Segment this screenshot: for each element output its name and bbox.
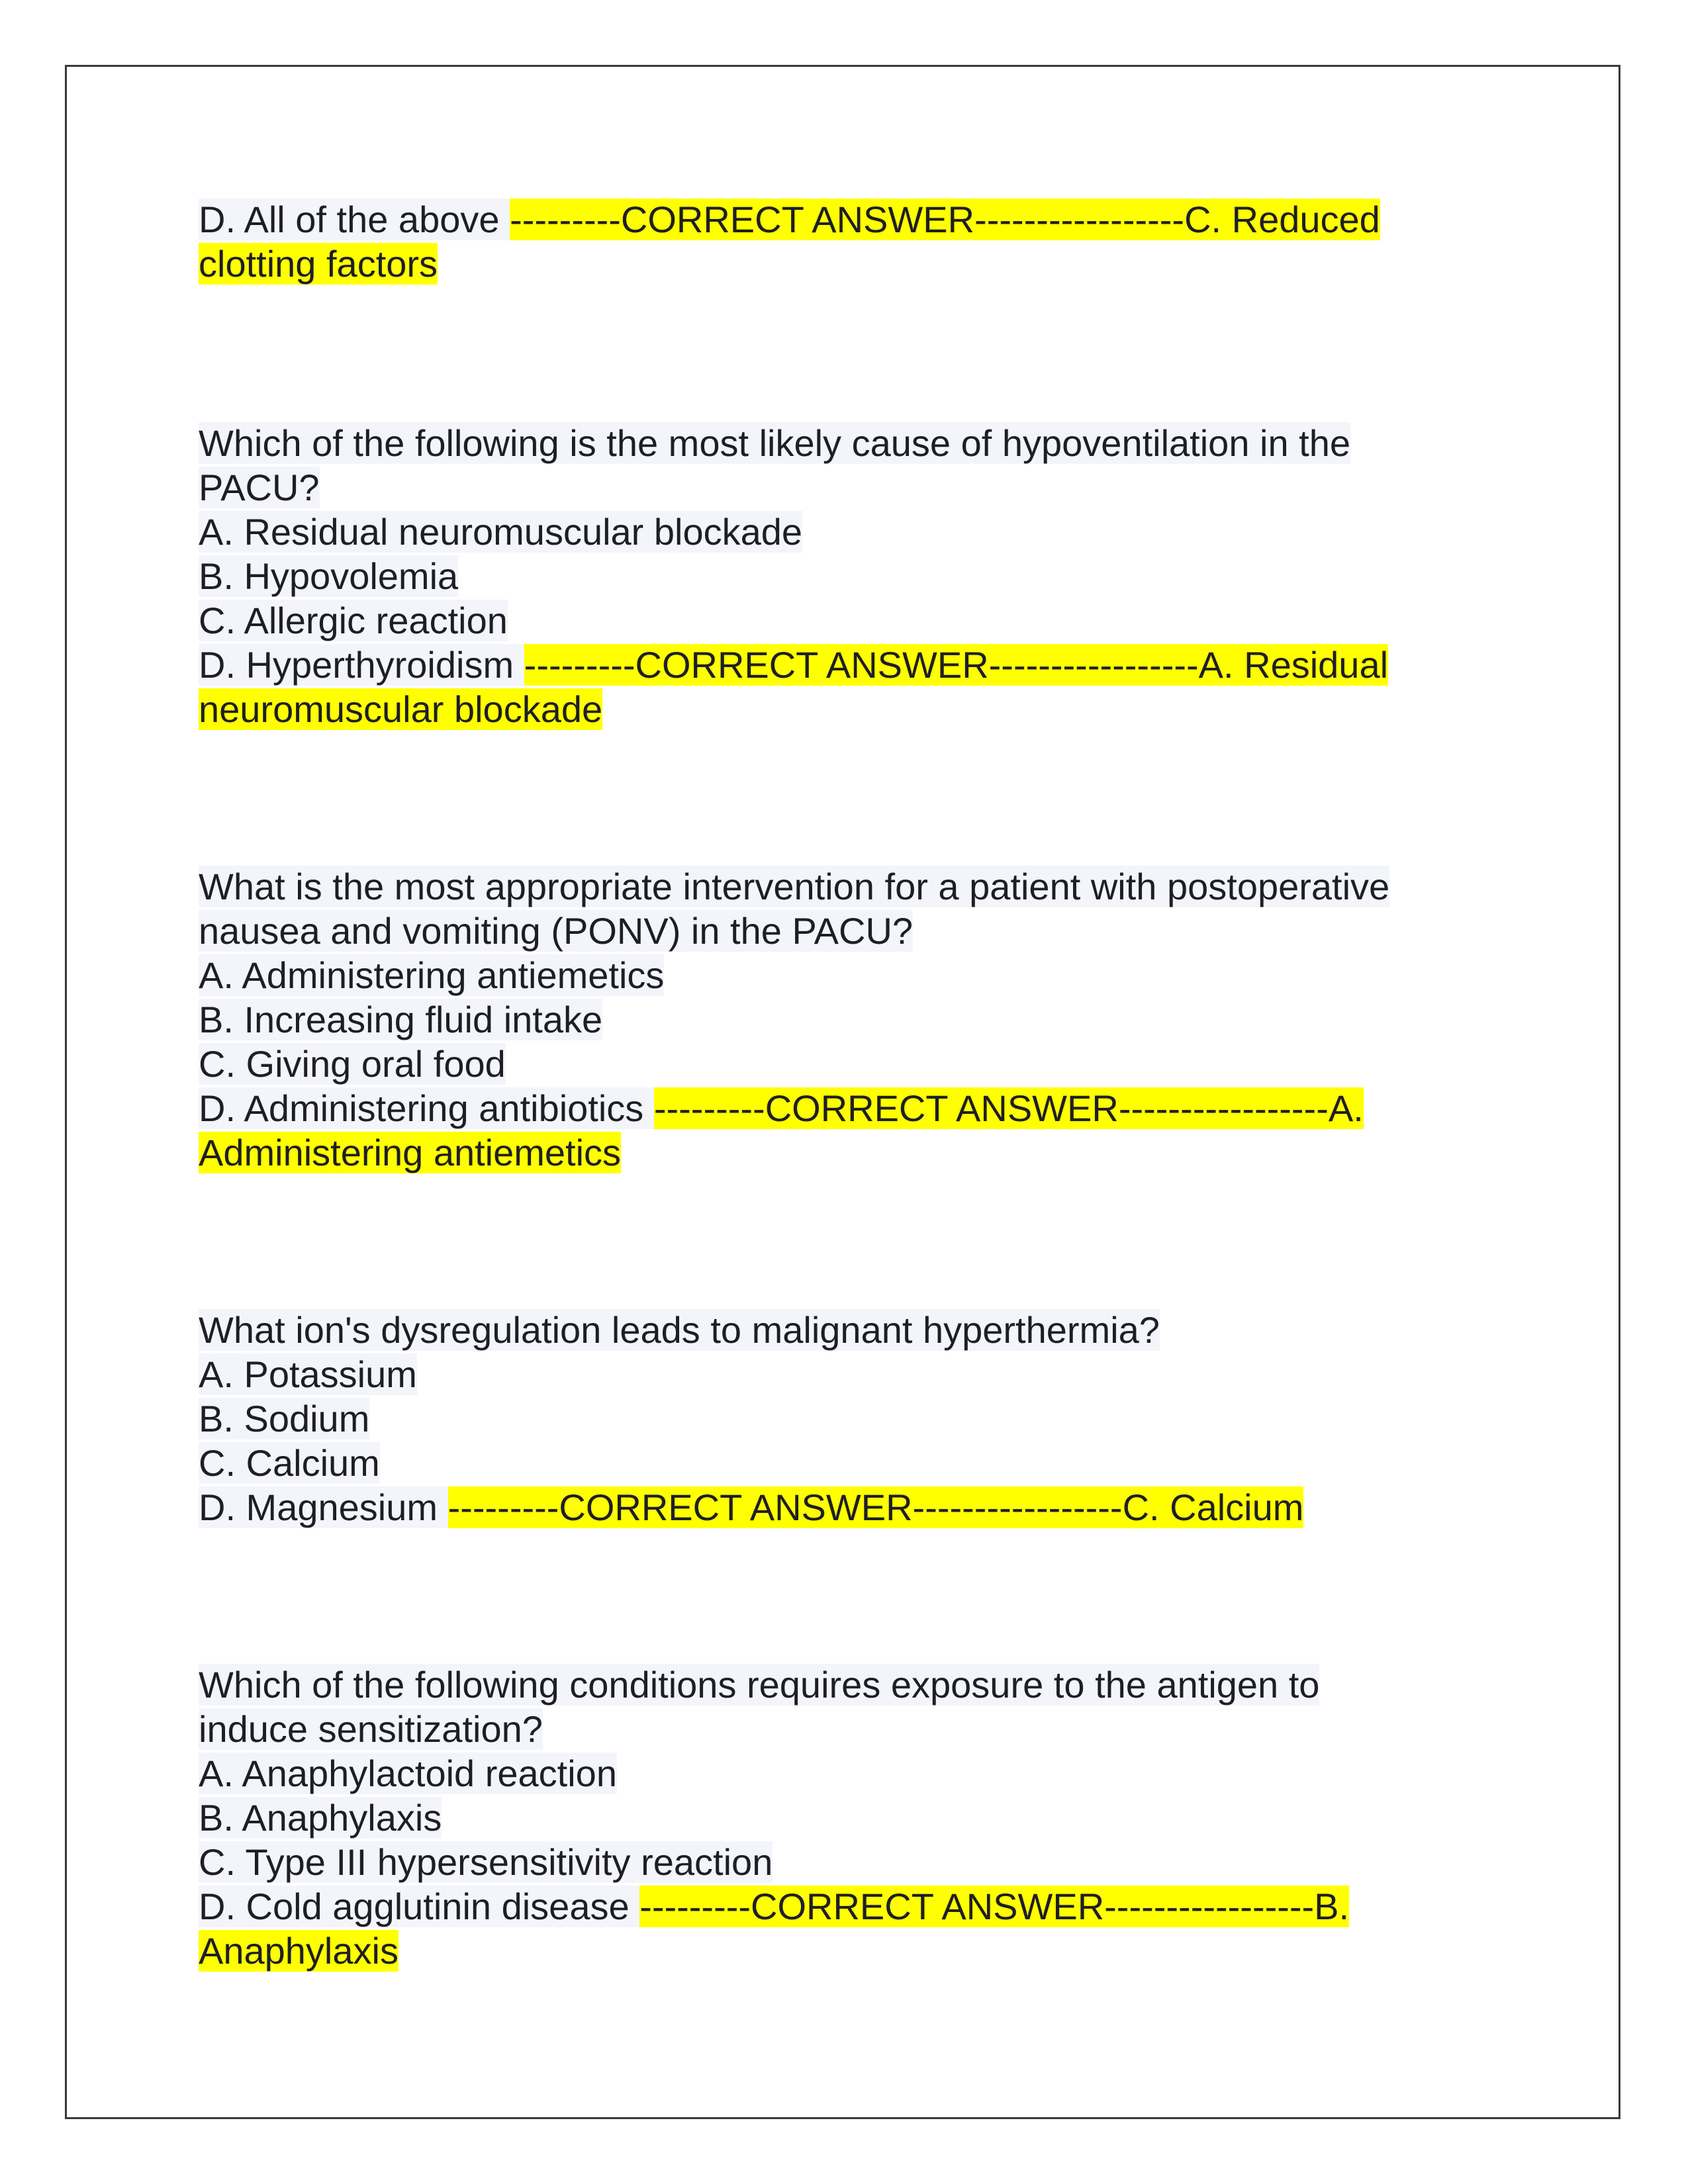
option-line (199, 1396, 1303, 1441)
option-text: D. Hyperthyroidism (199, 644, 524, 686)
question-text: nausea and vomiting (PONV) in the PACU? (199, 910, 914, 952)
option-line (199, 1796, 1349, 1840)
question-line (199, 1707, 1349, 1751)
option-line (199, 1751, 1349, 1796)
question-block-5 (199, 1662, 1349, 1973)
question-block-4 (199, 1308, 1303, 1529)
question-text: PACU? (199, 467, 320, 508)
correct-answer-highlight: Anaphylaxis (199, 1930, 399, 1972)
option-text: B. Hypovolemia (199, 555, 459, 597)
question-text: Which of the following is the most likely cause of hypoventilation in the (199, 422, 1351, 464)
question-block-1 (199, 197, 1380, 286)
correct-answer-highlight: clotting factors (199, 243, 438, 285)
question-line (199, 909, 1389, 953)
answer-line (199, 1884, 1349, 1929)
option-line (199, 510, 1388, 554)
question-line (199, 465, 1388, 510)
answer-line (199, 1485, 1303, 1529)
question-line (199, 864, 1389, 909)
option-line (199, 953, 1389, 997)
option-text: B. Anaphylaxis (199, 1797, 442, 1839)
question-line (199, 1662, 1349, 1707)
question-line (199, 1308, 1303, 1352)
question-block-2 (199, 421, 1388, 731)
option-line (199, 598, 1388, 643)
answer-line (199, 1086, 1389, 1130)
option-line (199, 1441, 1303, 1485)
question-line (199, 421, 1388, 465)
correct-answer-highlight: ---------CORRECT ANSWER-----------------A. Residual (524, 644, 1389, 686)
option-text: A. Potassium (199, 1353, 417, 1395)
option-text: C. Type III hypersensitivity reaction (199, 1841, 773, 1883)
question-text: What is the most appropriate intervention for a patient with postoperative (199, 866, 1390, 907)
option-line (199, 997, 1389, 1042)
correct-answer-highlight: ---------CORRECT ANSWER-----------------C. Calcium (447, 1486, 1304, 1528)
option-text: D. All of the above (199, 199, 510, 240)
option-line (199, 1352, 1303, 1396)
correct-answer-highlight: ---------CORRECT ANSWER-----------------B. (639, 1886, 1350, 1927)
answer-line (199, 242, 1380, 286)
option-text: B. Increasing fluid intake (199, 999, 603, 1040)
option-line (199, 1840, 1349, 1884)
option-text: A. Residual neuromuscular blockade (199, 511, 803, 553)
option-line (199, 554, 1388, 598)
option-text: D. Administering antibiotics (199, 1087, 654, 1129)
option-text: D. Magnesium (199, 1486, 448, 1528)
option-text: A. Administering antiemetics (199, 954, 665, 996)
question-text: Which of the following conditions requires exposure to the antigen to (199, 1664, 1320, 1706)
correct-answer-highlight: neuromuscular blockade (199, 688, 603, 730)
answer-line (199, 1130, 1389, 1175)
question-text: induce sensitization? (199, 1708, 543, 1750)
answer-line (199, 1929, 1349, 1973)
option-text: C. Calcium (199, 1442, 380, 1484)
option-text: D. Cold agglutinin disease (199, 1886, 640, 1927)
answer-line (199, 197, 1380, 242)
option-text: C. Giving oral food (199, 1043, 506, 1085)
correct-answer-highlight: ---------CORRECT ANSWER-----------------C. Reduced (510, 199, 1380, 240)
question-text: What ion's dysregulation leads to malignant hyperthermia? (199, 1309, 1160, 1351)
option-text: A. Anaphylactoid reaction (199, 1752, 617, 1794)
option-line (199, 1042, 1389, 1086)
option-text: C. Allergic reaction (199, 600, 508, 641)
option-text: B. Sodium (199, 1398, 370, 1439)
question-block-3 (199, 864, 1389, 1175)
answer-line (199, 687, 1388, 731)
correct-answer-highlight: ---------CORRECT ANSWER-----------------A. (653, 1087, 1364, 1129)
correct-answer-highlight: Administering antiemetics (199, 1132, 622, 1173)
answer-line (199, 643, 1388, 687)
